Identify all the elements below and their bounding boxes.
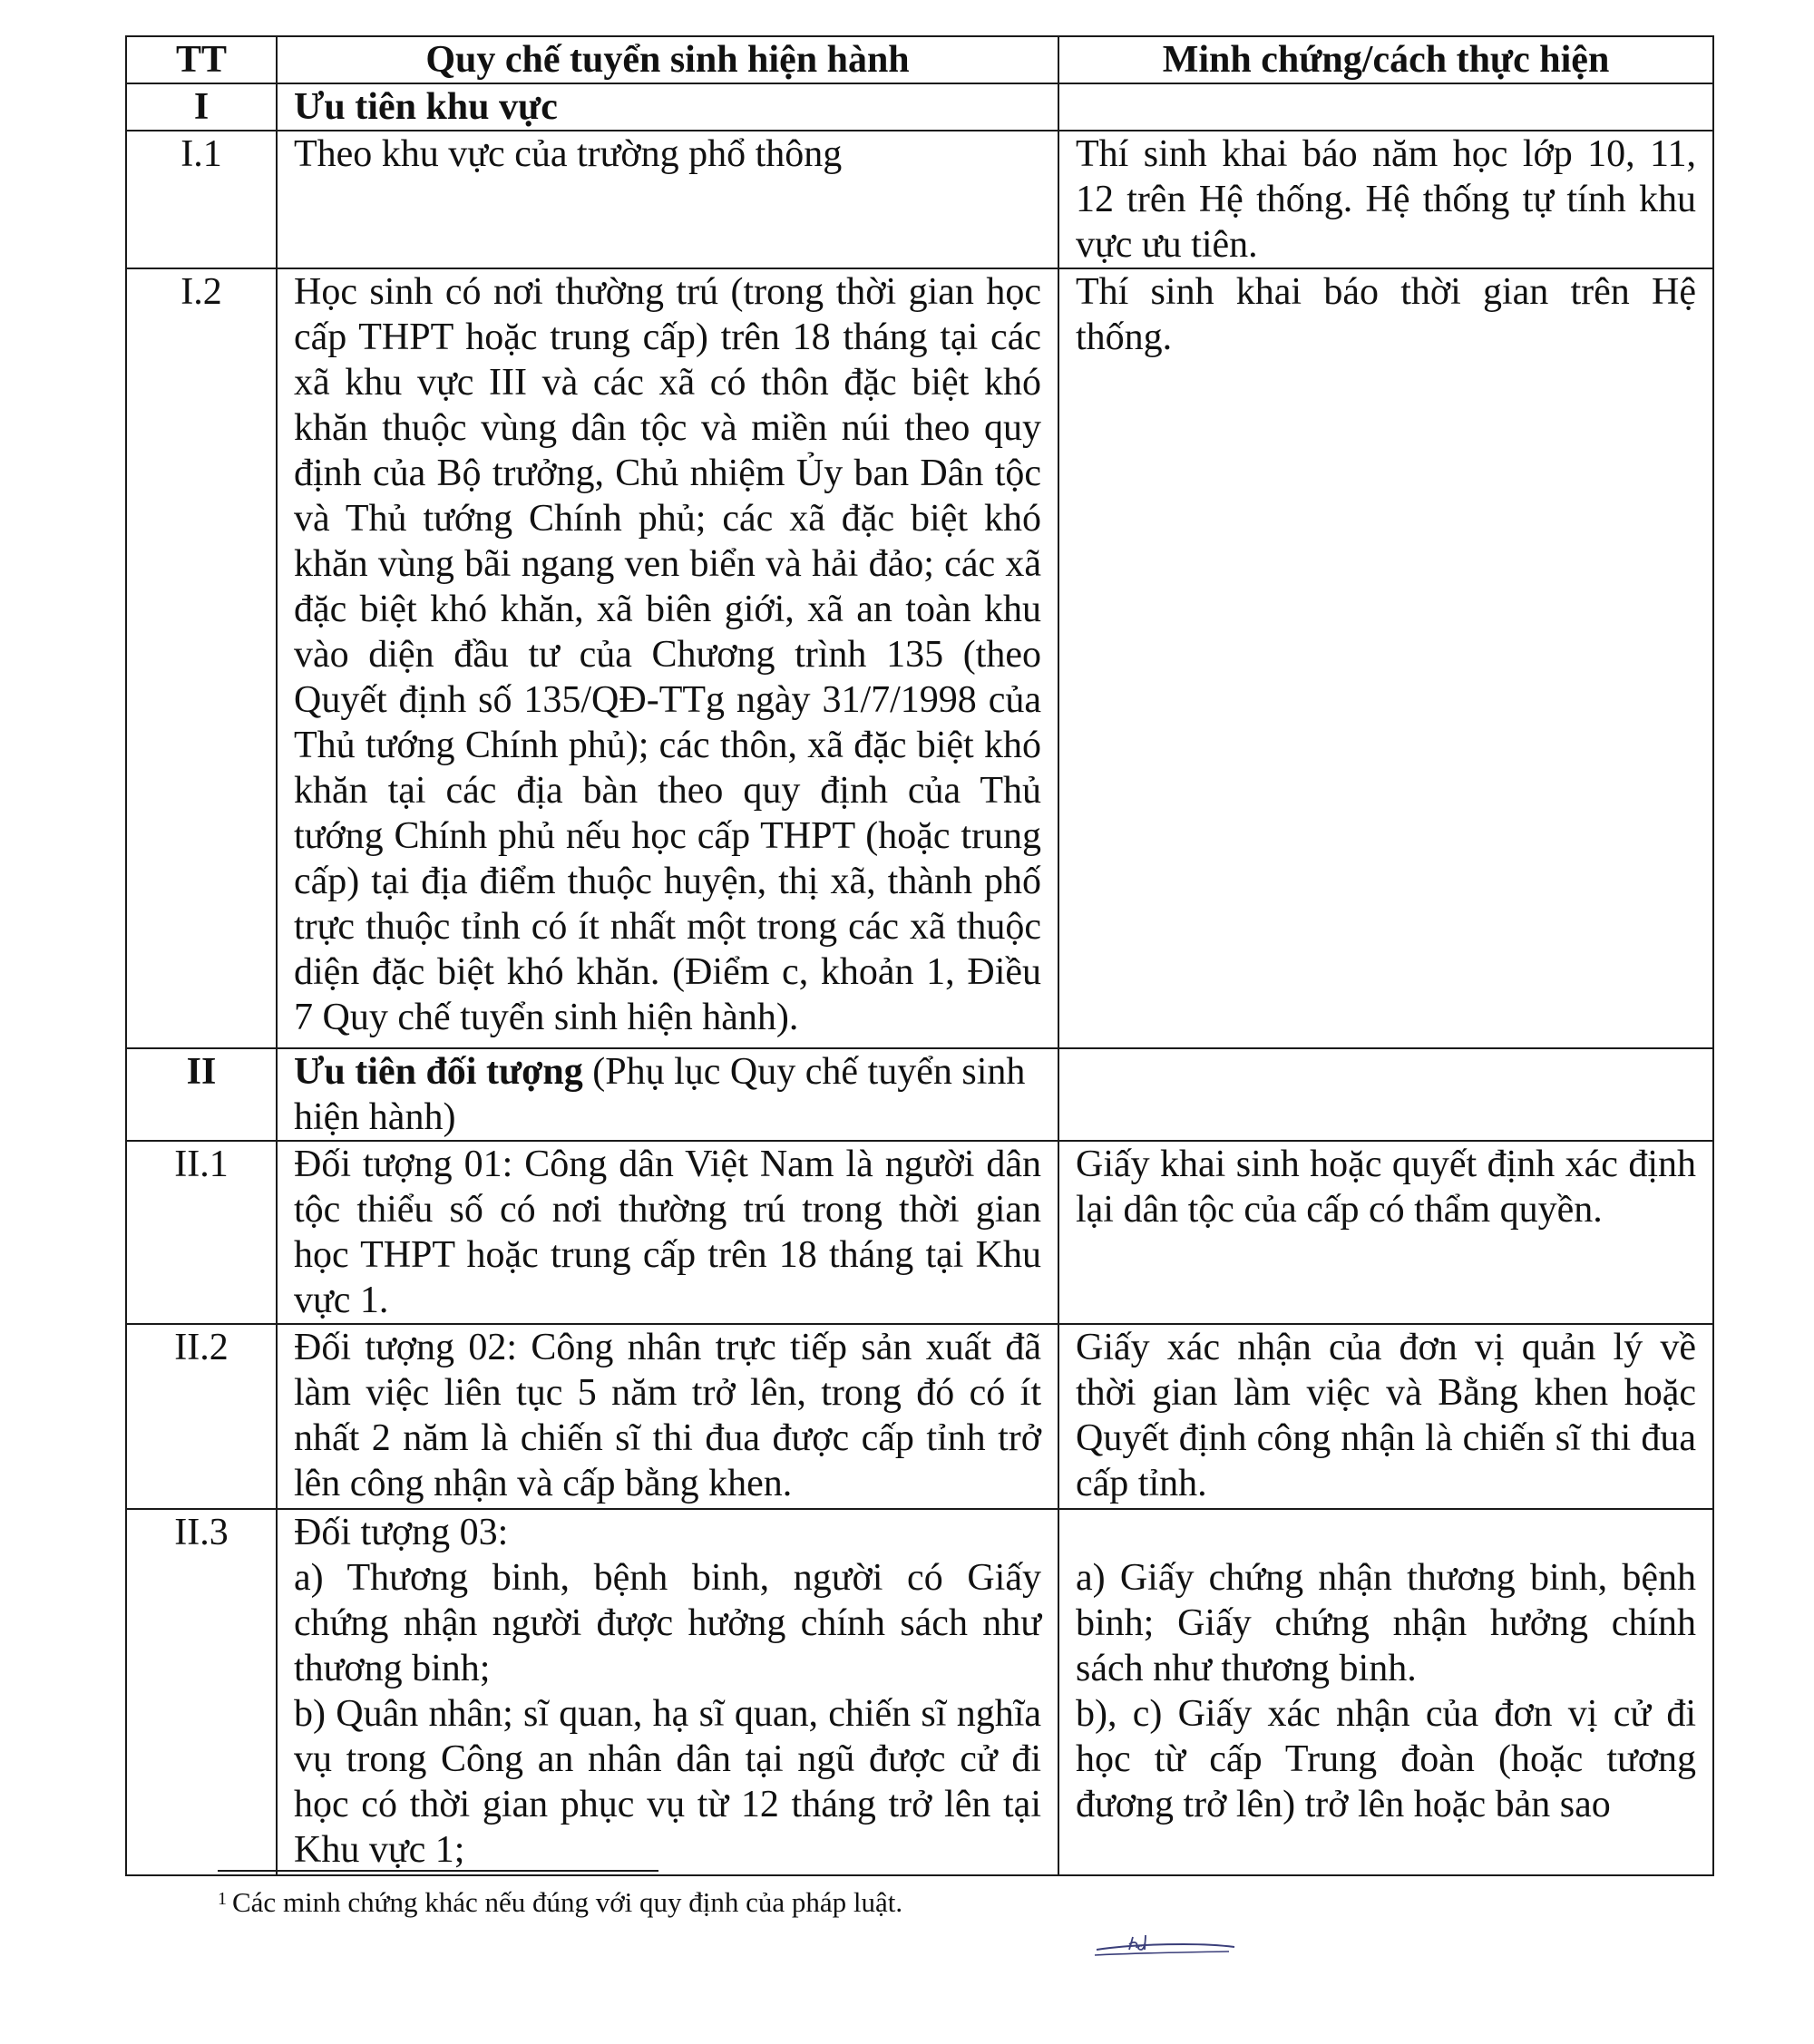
table-row — [126, 1048, 1713, 1141]
evidence-spacer — [1076, 1510, 1696, 1555]
row-number: II — [126, 1048, 277, 1141]
row-evidence — [1058, 1509, 1713, 1875]
table-row — [126, 83, 1713, 131]
row-evidence: Giấy khai sinh hoặc quyết định xác định lại dân tộc của cấp có thẩm quyền. — [1058, 1141, 1713, 1324]
table-header-row — [126, 36, 1713, 83]
row-regulation — [277, 1509, 1058, 1875]
table-row — [126, 268, 1713, 1048]
footnote-divider — [218, 1870, 658, 1872]
row-evidence: Thí sinh khai báo thời gian trên Hệ thống. — [1058, 268, 1713, 1048]
row-regulation — [277, 1048, 1058, 1141]
header-evidence: Minh chứng/cách thực hiện — [1058, 36, 1713, 83]
row-number: I.1 — [126, 131, 277, 268]
footnote-text: Các minh chứng khác nếu đúng với quy định của pháp luật. — [232, 1886, 903, 1918]
regulation-item-b: b) Quân nhân; sĩ quan, hạ sĩ quan, chiến sĩ nghĩa vụ trong Công an nhân dân tại ngũ được cử đi học có thời gian phục vụ từ 12 tháng trở lên tại Khu vực 1; — [294, 1693, 1041, 1871]
section-heading: Ưu tiên khu vực — [294, 86, 558, 128]
header-regulation: Quy chế tuyển sinh hiện hành — [277, 36, 1058, 83]
row-number: II.1 — [126, 1141, 277, 1324]
row-evidence — [1058, 83, 1713, 131]
regulation-table — [125, 35, 1714, 1876]
table-row — [126, 131, 1713, 268]
row-evidence — [1058, 1048, 1713, 1141]
row-regulation: Theo khu vực của trường phổ thông — [277, 131, 1058, 268]
row-number: I — [126, 83, 277, 131]
header-tt: TT — [126, 36, 277, 83]
handwritten-initials — [1093, 1930, 1238, 1961]
regulation-heading: Đối tượng 03: — [294, 1512, 509, 1553]
row-number: II.3 — [126, 1509, 277, 1875]
evidence-item-bc: b), c) Giấy xác nhận của đơn vị cử đi học từ cấp Trung đoàn (hoặc tương đương trở lên) trở lên hoặc bản sao — [1076, 1693, 1696, 1825]
footnote — [218, 1884, 902, 1921]
evidence-item-a: a) Giấy chứng nhận thương binh, bệnh binh; Giấy chứng nhận hưởng chính sách như thương binh. — [1076, 1557, 1696, 1689]
footnote-marker: 1 — [218, 1889, 227, 1909]
row-number: II.2 — [126, 1324, 277, 1509]
row-evidence: Giấy xác nhận của đơn vị quản lý về thời gian làm việc và Bằng khen hoặc Quyết định công nhận là chiến sĩ thi đua cấp tỉnh. — [1058, 1324, 1713, 1509]
section-note: (Phụ lục Quy chế tuyển sinh hiện hành) — [294, 1051, 1026, 1138]
row-evidence: Thí sinh khai báo năm học lớp 10, 11, 12 trên Hệ thống. Hệ thống tự tính khu vực ưu tiên. — [1058, 131, 1713, 268]
section-heading: Ưu tiên đối tượng — [294, 1051, 583, 1093]
regulation-item-a: a) Thương binh, bệnh binh, người có Giấy chứng nhận người được hưởng chính sách như thương binh; — [294, 1557, 1041, 1689]
row-number: I.2 — [126, 268, 277, 1048]
row-regulation: Đối tượng 01: Công dân Việt Nam là người dân tộc thiểu số có nơi thường trú trong thời gian học THPT hoặc trung cấp trên 18 tháng tại Khu vực 1. — [277, 1141, 1058, 1324]
row-regulation — [277, 83, 1058, 131]
table-row — [126, 1509, 1713, 1875]
row-regulation: Đối tượng 02: Công nhân trực tiếp sản xuất đã làm việc liên tục 5 năm trở lên, trong đó có ít nhất 2 năm là chiến sĩ thi đua được cấp tỉnh trở lên công nhận và cấp bằng khen. — [277, 1324, 1058, 1509]
table-row — [126, 1141, 1713, 1324]
row-regulation: Học sinh có nơi thường trú (trong thời gian học cấp THPT hoặc trung cấp) trên 18 tháng tại các xã khu vực III và các xã có thôn đặc biệt khó khăn thuộc vùng dân tộc và miền núi theo quy định của Bộ trưởng, Chủ nhiệm Ủy ban Dân tộc và Thủ tướng Chính phủ; các xã đặc biệt khó khăn vùng bãi ngang ven biển và hải đảo; các xã đặc biệt khó khăn, xã biên giới, xã an toàn khu vào diện đầu tư của Chương trình 135 (theo Quyết định số 135/QĐ-TTg ngày 31/7/1998 của Thủ tướng Chính phủ); các thôn, xã đặc biệt khó khăn tại các địa bàn theo quy định của Thủ tướng Chính phủ nếu học cấp THPT (hoặc trung cấp) tại địa điểm thuộc huyện, thị xã, thành phố trực thuộc tỉnh có ít nhất một trong các xã thuộc diện đặc biệt khó khăn. (Điểm c, khoản 1, Điều 7 Quy chế tuyển sinh hiện hành). — [277, 268, 1058, 1048]
table-row — [126, 1324, 1713, 1509]
